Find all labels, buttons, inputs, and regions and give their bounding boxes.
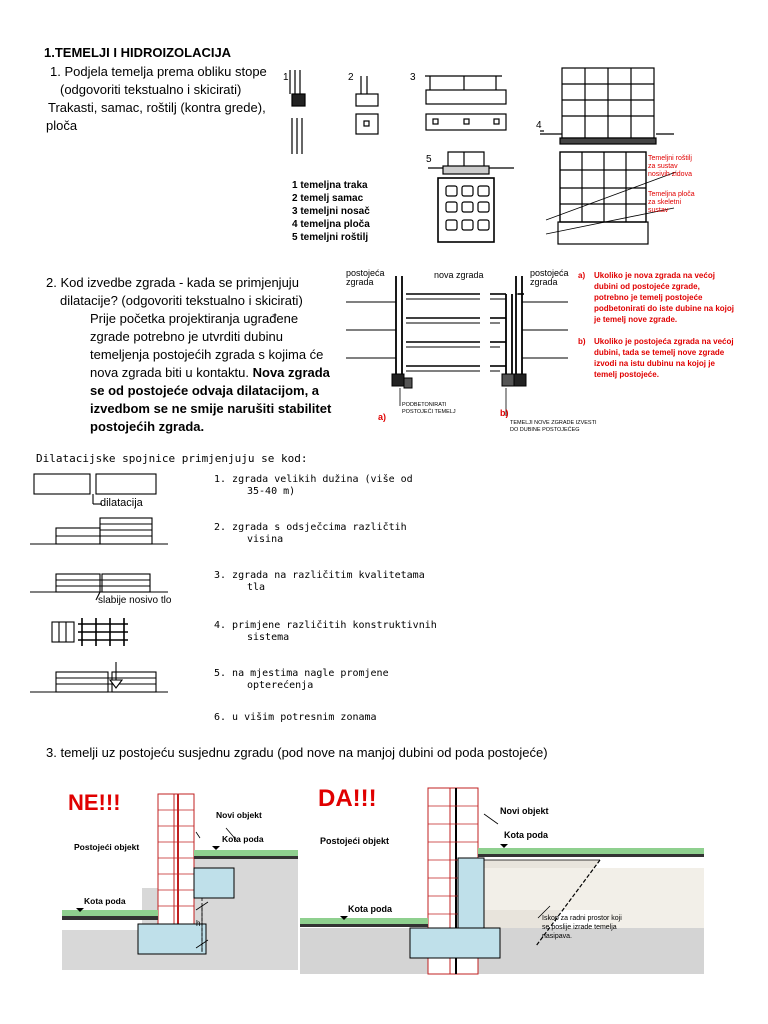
da-iskop-3: nasipava. — [542, 933, 572, 940]
fig3-item-2-l2: visina — [247, 534, 284, 545]
fig3-item-4-l1: 4. primjene različitih konstruktivnih — [214, 620, 437, 631]
fig1-legend-4: 4 temeljna ploča — [292, 219, 370, 230]
q2-p4-bold: Nova zgrada — [252, 365, 330, 380]
fig3-item-2-l1: 2. zgrada s odsječcima različtih — [214, 522, 407, 533]
fig3-item-3 — [214, 570, 425, 594]
fig2-label-right-2: zgrada — [530, 277, 558, 287]
correct-foundation-figure — [300, 778, 704, 974]
fig2-red-b-4: temelj postojeće. — [594, 370, 659, 379]
ne-kota-poda-1: Kota poda — [222, 834, 264, 844]
q1-line4: ploča — [46, 118, 78, 133]
fig3-item-3-l1: 3. zgrada na različitim kvalitetama — [214, 570, 425, 581]
ne-postojeci-objekt: Postojeći objekt — [74, 842, 140, 852]
fig1-note-grid-1: Temeljni roštilj — [648, 155, 692, 162]
q2-p4 — [90, 364, 330, 381]
fig2-red-a-2: dubini od postojeće zgrade, — [594, 282, 700, 291]
fig2-cap-a-2: POSTOJEĆI TEMELJ — [402, 409, 456, 415]
fig3-item-4-l2: sistema — [247, 632, 290, 643]
fig3-item-1-l2: 35-40 m) — [247, 486, 296, 497]
fig1-num-2: 2 — [348, 72, 354, 83]
q1-line1: 1. Podjela temelja prema obliku stope — [50, 64, 267, 79]
fig2-red-a-3: potrebno je temelj postojeće — [594, 293, 703, 302]
dilatation-cases-sketches — [30, 466, 180, 726]
fig1-legend-3: 3 temeljni nosač — [292, 206, 370, 217]
fig3-item-2 — [214, 522, 407, 546]
fig3-dilatacija-label: dilatacija — [100, 497, 143, 509]
fig2-cap-b-1: TEMELJI NOVE ZGRADE IZVESTI — [510, 420, 597, 426]
q1-line2: (odgovoriti tekstualno i skicirati) — [60, 82, 242, 97]
da-kota-poda-1: Kota poda — [504, 830, 548, 840]
fig2-red-a-5: je temelj nove zgrade. — [594, 315, 678, 324]
fig1-legend-5: 5 temeljni roštilj — [292, 232, 369, 243]
fig2-label-right-1: postojeća — [530, 268, 569, 278]
fig2-red-a-4: podbetonirati do iste dubine na kojoj — [594, 304, 734, 313]
fig3-item-3-l2: tla — [247, 582, 266, 593]
fig1-num-3: 3 — [410, 72, 416, 83]
da-postojeci-objekt: Postojeći objekt — [320, 836, 390, 846]
fig1-legend-2: 2 temelj samac — [292, 193, 364, 204]
ne-kota-poda-2: Kota poda — [84, 896, 126, 906]
q2-p1: Prije početka projektiranja ugrađene — [90, 311, 299, 326]
fig3-slabije-label: slabije nosivo tlo — [98, 595, 172, 606]
fig2-label-left-2: zgrada — [346, 277, 374, 287]
q2-p2: zgrade potrebno je utvrditi dubinu — [90, 329, 283, 344]
page-heading: 1.TEMELJI I HIDROIZOLACIJA — [44, 45, 232, 60]
da-iskop-2: se poslije izrade temelja — [542, 924, 617, 931]
fig1-note-plate-2: za skeletni — [648, 199, 682, 206]
q2-bold1: se od postojeće odvaja dilatacijom, a — [90, 383, 320, 398]
foundation-types-figure — [278, 62, 695, 248]
fig2-red-b-3: izvodi na istu dubinu na kojoj je — [594, 359, 715, 368]
fig1-num-5: 5 — [426, 154, 432, 165]
q2-p3: temeljenja postojećih zgrada s kojima će — [90, 347, 324, 362]
fig2-b-label: b) — [500, 408, 509, 418]
fig2-a-label: a) — [378, 412, 387, 422]
q2-line2: dilatacije? (odgovoriti tekstualno i skicirati) — [60, 293, 303, 308]
da-kota-poda-2: Kota poda — [348, 904, 392, 914]
q2-p4-normal: nova zgrada biti u kontaktu. — [90, 365, 253, 380]
fig2-label-left-1: postojeća — [346, 268, 385, 278]
fig3-title: Dilatacijske spojnice primjenjuju se kod: — [36, 452, 308, 465]
q1-line3: Trakasti, samac, roštilj (kontra grede), — [48, 100, 266, 115]
fig2-cap-a-1: PODBETONIRATI — [402, 402, 447, 408]
fig3-item-1-l1: 1. zgrada velikih dužina (više od — [214, 474, 413, 485]
q3-line: 3. temelji uz postojeću susjednu zgradu (pod nove na manjoj dubini od poda postojeće) — [46, 745, 548, 760]
q2-line1: 2. Kod izvedbe zgrada - kada se primjenjuju — [46, 275, 299, 290]
fig2-label-mid: nova zgrada — [434, 270, 484, 280]
fig3-item-5-l2: opterećenja — [247, 680, 314, 691]
ne-h-label: h — [196, 919, 201, 928]
fig1-num-1: 1 — [283, 72, 289, 83]
fig3-item-4 — [214, 620, 437, 644]
dilatation-figure — [340, 266, 760, 442]
fig3-item-5-l1: 5. na mjestima nagle promjene — [214, 668, 389, 679]
ne-label: NE!!! — [68, 790, 121, 815]
da-novi-objekt: Novi objekt — [500, 806, 549, 816]
fig2-red-b-1: Ukoliko je postojeća zgrada na većoj — [594, 337, 734, 346]
da-label: DA!!! — [318, 785, 377, 812]
fig1-note-grid-2: za sustav — [648, 163, 678, 170]
fig1-note-plate-1: Temeljna ploča — [648, 191, 695, 198]
wrong-foundation-figure — [62, 780, 298, 970]
da-iskop-1: Iskop za radni prostor koji — [542, 915, 622, 922]
fig2-red-a-tag: a) — [578, 271, 586, 280]
fig1-num-4: 4 — [536, 120, 542, 131]
ne-novi-objekt: Novi objekt — [216, 810, 262, 820]
q2-bold3: postojećih zgrada. — [90, 419, 205, 434]
fig2-red-a-1: Ukoliko je nova zgrada na većoj — [594, 271, 715, 280]
fig2-red-b-tag: b) — [578, 337, 586, 346]
fig3-item-1 — [214, 474, 413, 498]
fig2-cap-b-2: DO DUBINE POSTOJEĆEG — [510, 427, 580, 433]
fig1-legend-1: 1 temeljna traka — [292, 180, 368, 191]
q2-bold2: izvedbom se ne smije narušiti stabilitet — [90, 401, 332, 416]
fig3-item-5 — [214, 668, 389, 692]
fig3-item-6: 6. u višim potresnim zonama — [214, 712, 377, 723]
fig1-note-grid-3: nosivih zidova — [648, 171, 692, 178]
fig2-red-b-2: dubini, tada se temelj nove zgrade — [594, 348, 725, 357]
fig1-note-plate-3: sustav — [648, 207, 669, 214]
